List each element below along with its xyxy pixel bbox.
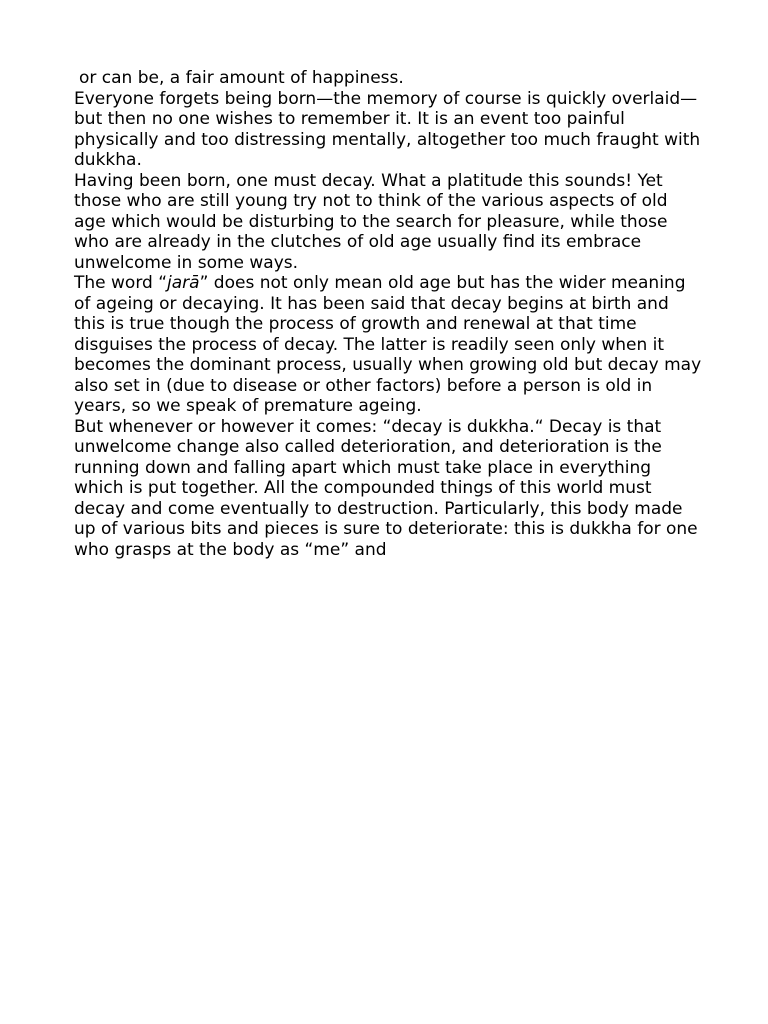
paragraph-birth: Everyone forgets being born—the memory of course is quickly overlaid—but then no one wishes to remember it. It is an event too painful physically and too distressing mentally, altogether too much fraught with dukkha. [74,88,701,170]
paragraph-happiness: or can be, a fair amount of happiness. [79,68,404,88]
document-page [74,68,702,560]
jara-text-before: The word “ [74,273,168,293]
paragraph-jara [74,273,702,417]
paragraph-decay: Having been born, one must decay. What a platitude this sounds! Yet those who are still young try not to think of the various aspects of old age which would be disturbing to the search for pleasure, while those who are already in the clutches of old age usually find its embrace unwelcome in some ways. [74,170,668,273]
paragraph-deterioration: But whenever or however it comes: “decay is dukkha.“ Decay is that unwelcome change also called deterioration, and deterioration is the running down and falling apart which must take place in everything which is put together. All the compounded things of this world must decay and come eventually to destruction. Particularly, this body made up of various bits and pieces is sure to deteriorate: this is dukkha for one who grasps at the body as “me” and [74,416,698,560]
jara-term: jarā [167,273,200,293]
jara-text-after: ” does not only mean old age but has the wider meaning of ageing or decaying. It has been said that decay begins at birth and this is true though the process of growth and renewal at that time disguises the process of decay. The latter is readily seen only when it becomes the dominant process, usually when growing old but decay may also set in (due to disease or other factors) before a person is old in years, so we speak of premature ageing. [74,273,702,416]
